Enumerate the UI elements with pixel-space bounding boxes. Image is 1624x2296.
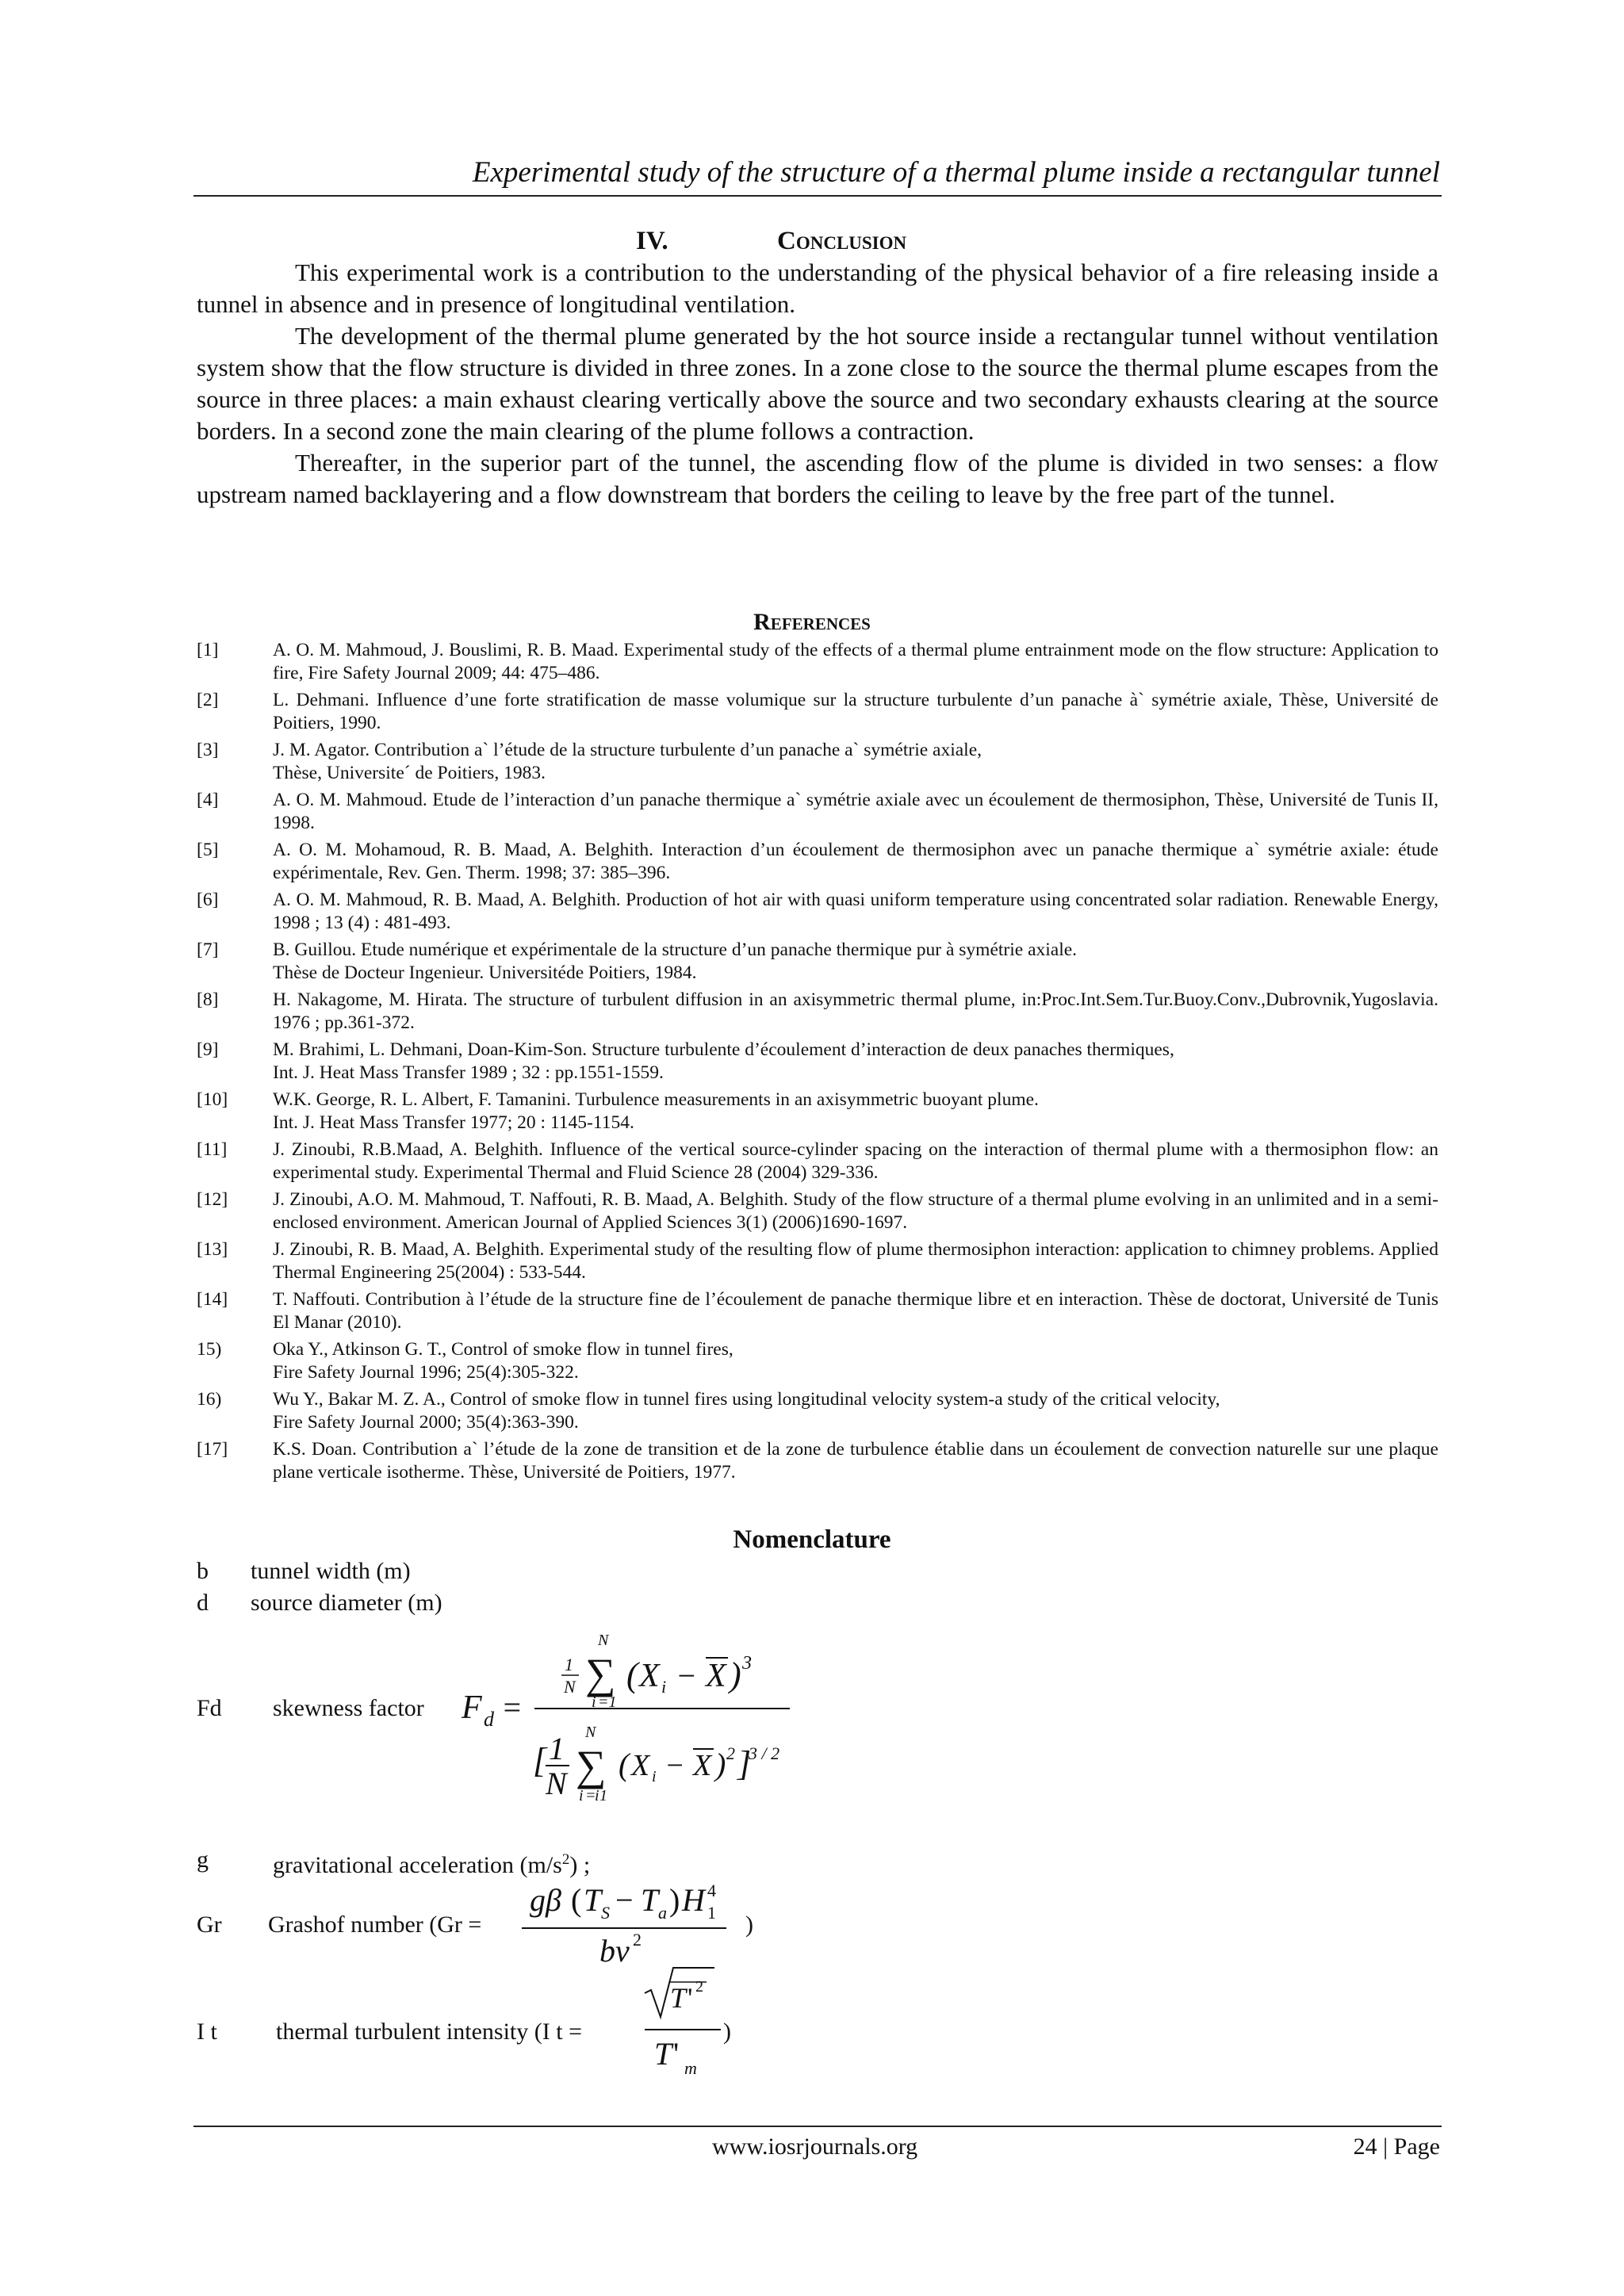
- reference-number: [12]: [197, 1189, 228, 1210]
- reference-text: Wu Y., Bakar M. Z. A., Control of smoke flow in tunnel fires using longitudinal velocity system-a study of the critical velocity,: [273, 1389, 1220, 1410]
- svg-text:[: [: [533, 1741, 547, 1780]
- svg-text:bν: bν: [599, 1933, 630, 1969]
- svg-text:F: F: [462, 1689, 482, 1726]
- reference-text: W.K. George, R. L. Albert, F. Tamanini. Turbulence measurements in an axisymmetric buoyant plume.: [273, 1089, 1039, 1110]
- nomenclature-heading: Nomenclature: [733, 1525, 891, 1554]
- svg-text:∑: ∑: [576, 1742, 607, 1789]
- svg-text:(: (: [619, 1747, 630, 1782]
- reference-text: M. Brahimi, L. Dehmani, Doan-Kim-Son. Structure turbulente d’écoulement d’interaction de deux panaches thermiques,: [273, 1039, 1174, 1060]
- section-number: IV.: [636, 227, 668, 255]
- reference-number: 15): [197, 1339, 222, 1360]
- reference-number: [1]: [197, 640, 219, 660]
- nom-desc-fd: skewness factor: [273, 1695, 424, 1721]
- reference-item: [197, 1089, 1438, 1134]
- reference-item: [197, 1188, 1438, 1234]
- svg-text:): ): [730, 1655, 741, 1694]
- reference-number: [4]: [197, 790, 219, 810]
- reference-text: A. O. M. Mohamoud, R. B. Maad, A. Belghith. Interaction d’un écoulement de thermosiphon avec un panache thermique a` symétrie axiale: étude expérimentale, Rev. Gen. Therm. 1998; 37: 385–396.: [273, 840, 1438, 883]
- svg-text:N: N: [546, 1766, 567, 1801]
- reference-list: [197, 639, 1438, 1483]
- reference-number: 16): [197, 1389, 222, 1410]
- reference-number: [13]: [197, 1239, 228, 1260]
- svg-text:N: N: [598, 1632, 609, 1649]
- reference-item: [197, 889, 1438, 934]
- nom-desc-it: thermal turbulent intensity (I t =: [276, 2019, 583, 2045]
- nom-symbol-d: d: [197, 1590, 209, 1616]
- svg-text:1: 1: [549, 1731, 565, 1766]
- svg-text:S: S: [601, 1903, 610, 1923]
- references-heading: References: [753, 609, 871, 635]
- grashof-formula: [515, 1877, 737, 1973]
- reference-item: [197, 1288, 1438, 1334]
- reference-number: [2]: [197, 690, 219, 710]
- svg-text:1: 1: [565, 1655, 573, 1674]
- it-close-paren: ): [723, 2019, 731, 2045]
- g-desc-text: gravitational acceleration (m/s: [273, 1852, 562, 1878]
- reference-text: Int. J. Heat Mass Transfer 1989 ; 32 : pp.1551-1559.: [273, 1062, 664, 1083]
- nom-symbol-b: b: [197, 1558, 209, 1584]
- svg-text:i: i: [661, 1677, 667, 1697]
- reference-text: A. O. M. Mahmoud. Etude de l’interaction d’un panache thermique a` symétrie axiale avec un écoulement de thermosiphon, Thèse, Université de Tunis II, 1998.: [273, 790, 1438, 833]
- reference-item: [197, 939, 1438, 984]
- nom-desc-g: [273, 1844, 590, 1881]
- nom-symbol-gr: Gr: [197, 1911, 222, 1938]
- reference-text: Thèse de Docteur Ingenieur. Universitéde Poitiers, 1984.: [273, 962, 697, 983]
- svg-text:X: X: [693, 1749, 712, 1782]
- reference-text: A. O. M. Mahmoud, J. Bouslimi, R. B. Maad. Experimental study of the effects of a thermal plume entrainment mode on the flow structure: Application to fire, Fire Safety Journal 2009; 44: 475–486.: [273, 640, 1438, 683]
- reference-text: J. Zinoubi, R.B.Maad, A. Belghith. Influence of the vertical source-cylinder spacing on the interaction of thermal plume with a thermosiphon flow: an experimental study. Experimental Thermal and Fluid Science 28 (2004) 329-336.: [273, 1139, 1438, 1183]
- reference-text: Fire Safety Journal 1996; 25(4):305-322.: [273, 1361, 579, 1383]
- svg-text:d: d: [484, 1708, 494, 1731]
- reference-text: L. Dehmani. Influence d’une forte stratification de masse volumique sur la structure turbulente d’un panache à` symétrie axiale, Thèse, Université de Poitiers, 1990.: [273, 690, 1438, 733]
- reference-text: Thèse, Universite´ de Poitiers, 1983.: [273, 762, 546, 783]
- nom-desc-d: source diameter (m): [251, 1590, 442, 1616]
- reference-item: [197, 1039, 1438, 1084]
- svg-text:=: =: [585, 1787, 596, 1804]
- svg-text:(: (: [571, 1882, 582, 1918]
- reference-number: [7]: [197, 939, 219, 960]
- reference-number: [9]: [197, 1039, 219, 1060]
- reference-number: [11]: [197, 1139, 228, 1160]
- svg-text:i: i: [592, 1693, 596, 1711]
- svg-text:X: X: [631, 1749, 650, 1782]
- reference-text: H. Nakagome, M. Hirata. The structure of turbulent diffusion in an axisymmetric thermal plume, in:Proc.Int.Sem.Tur.Buoy.Conv.,Dubrovnik,Yugoslavia. 1976 ; pp.361-372.: [273, 989, 1438, 1033]
- nom-desc-b: tunnel width (m): [251, 1558, 411, 1584]
- svg-text:gβ: gβ: [530, 1882, 561, 1918]
- svg-text:3: 3: [742, 1653, 752, 1674]
- svg-text:2: 2: [633, 1930, 642, 1950]
- gr-close-paren: ): [745, 1911, 753, 1938]
- reference-item: [197, 839, 1438, 884]
- svg-text:N: N: [564, 1677, 576, 1697]
- header-rule: [193, 195, 1442, 197]
- paragraph: The development of the thermal plume generated by the hot source inside a rectangular tunnel without ventilation system show that the flow structure is divided in three zones. In a zone close to the source the thermal plume escapes from the source in three places: a main exhaust clearing vertically above the source and two secondary exhausts clearing at the source borders. In a second zone the main clearing of the plume follows a contraction.: [197, 322, 1438, 445]
- svg-text:H: H: [682, 1882, 705, 1918]
- svg-text:=: =: [501, 1689, 523, 1725]
- nom-symbol-g: g: [197, 1846, 209, 1873]
- reference-item: [197, 639, 1438, 684]
- conclusion-body: [197, 257, 1438, 511]
- reference-item: [197, 789, 1438, 834]
- svg-text:m: m: [684, 2058, 697, 2078]
- svg-text:(: (: [626, 1655, 638, 1694]
- g-desc-tail: ) ;: [569, 1852, 591, 1878]
- svg-text:N: N: [585, 1724, 596, 1741]
- footer-website-link[interactable]: www.iosrjournals.org: [712, 2133, 918, 2160]
- reference-text: Oka Y., Atkinson G. T., Control of smoke flow in tunnel fires,: [273, 1339, 733, 1360]
- footer-page-number: 24 | Page: [1353, 2133, 1440, 2160]
- skewness-formula: [460, 1629, 809, 1820]
- svg-text:T: T: [670, 1982, 687, 2014]
- svg-text:): ): [715, 1747, 726, 1782]
- svg-text:2: 2: [726, 1743, 735, 1763]
- reference-text: J. Zinoubi, A.O. M. Mahmoud, T. Naffouti, R. B. Maad, A. Belghith. Study of the flow structure of a thermal plume evolving in an unlimited and in a semi-enclosed environment. American Journal of Applied Sciences 3(1) (2006)1690-1697.: [273, 1189, 1438, 1233]
- paragraph: This experimental work is a contribution to the understanding of the physical behavior of a fire releasing inside a tunnel in absence and in presence of longitudinal ventilation.: [197, 258, 1438, 318]
- g-desc-sup: 2: [561, 1851, 570, 1868]
- reference-item: [197, 689, 1438, 734]
- svg-text:∑: ∑: [585, 1650, 616, 1697]
- nom-symbol-it: I t: [197, 2019, 217, 2045]
- svg-text:T: T: [584, 1882, 602, 1918]
- reference-text: Fire Safety Journal 2000; 35(4):363-390.: [273, 1411, 579, 1433]
- reference-item: [197, 1238, 1438, 1284]
- intensity-formula: [638, 1965, 733, 2084]
- footer-rule: [193, 2126, 1442, 2127]
- svg-text:i: i: [579, 1787, 584, 1804]
- paragraph: Thereafter, in the superior part of the tunnel, the ascending flow of the plume is divided in two senses: a flow upstream named backlayering and a flow downstream that borders the ceiling to leave by the free part of the tunnel.: [197, 449, 1438, 508]
- svg-text:]: ]: [737, 1744, 752, 1783]
- reference-text: B. Guillou. Etude numérique et expérimentale de la structure d’un panache thermique pur à symétrie axiale.: [273, 939, 1078, 960]
- reference-text: Int. J. Heat Mass Transfer 1977; 20 : 1145-1154.: [273, 1112, 634, 1133]
- reference-item: [197, 1138, 1438, 1184]
- nom-desc-gr: Grashof number (Gr =: [268, 1911, 482, 1938]
- reference-number: [8]: [197, 989, 219, 1010]
- svg-text:): ): [669, 1882, 680, 1918]
- reference-item: [197, 989, 1438, 1034]
- svg-text:X: X: [706, 1658, 726, 1694]
- svg-text:i: i: [652, 1768, 657, 1785]
- svg-text:3 / 2: 3 / 2: [749, 1743, 780, 1763]
- svg-text:=1: =1: [598, 1693, 617, 1711]
- running-head: Experimental study of the structure of a thermal plume inside a rectangular tunnel: [472, 156, 1440, 189]
- svg-text:1: 1: [707, 1903, 716, 1923]
- svg-text:−: −: [676, 1658, 697, 1693]
- svg-text:X: X: [639, 1658, 660, 1694]
- svg-text:i: i: [595, 1787, 599, 1804]
- svg-text:1: 1: [599, 1787, 607, 1804]
- svg-text:a: a: [658, 1903, 667, 1923]
- reference-number: [10]: [197, 1089, 228, 1110]
- reference-number: [14]: [197, 1289, 228, 1310]
- reference-number: [3]: [197, 740, 219, 760]
- reference-number: [6]: [197, 890, 219, 910]
- reference-item: [197, 1338, 1438, 1383]
- svg-text:T: T: [654, 2036, 672, 2072]
- reference-number: [5]: [197, 840, 219, 860]
- reference-item: [197, 1388, 1438, 1433]
- svg-text:−: −: [615, 1882, 634, 1918]
- reference-text: J. M. Agator. Contribution a` l’étude de la structure turbulente d’un panache a` symétrie axiale,: [273, 740, 982, 760]
- svg-text:2: 2: [695, 1978, 703, 1996]
- svg-text:T: T: [641, 1882, 659, 1918]
- reference-number: [17]: [197, 1439, 228, 1460]
- svg-text:': ': [688, 1982, 693, 2014]
- reference-item: [197, 1438, 1438, 1483]
- reference-text: K.S. Doan. Contribution a` l’étude de la zone de transition et de la zone de turbulence établie dans un écoulement de convection naturelle sur une plaque plane verticale isotherme. Thèse, Université de Poitiers, 1977.: [273, 1439, 1438, 1483]
- svg-text:4: 4: [707, 1881, 716, 1900]
- reference-item: [197, 739, 1438, 784]
- svg-text:−: −: [665, 1749, 685, 1782]
- nom-symbol-fd: Fd: [197, 1695, 222, 1721]
- reference-text: A. O. M. Mahmoud, R. B. Maad, A. Belghith. Production of hot air with quasi uniform temperature using concentrated solar radiation. Renewable Energy, 1998 ; 13 (4) : 481-493.: [273, 890, 1438, 933]
- section-title: Conclusion: [777, 227, 907, 255]
- reference-text: J. Zinoubi, R. B. Maad, A. Belghith. Experimental study of the resulting flow of plume thermosiphon interaction: application to chimney problems. Applied Thermal Engineering 25(2004) : 533-544.: [273, 1239, 1438, 1283]
- reference-text: T. Naffouti. Contribution à l’étude de la structure fine de l’écoulement de panache thermique libre et en interaction. Thèse de doctorat, Université de Tunis El Manar (2010).: [273, 1289, 1438, 1333]
- svg-text:': ': [673, 2036, 680, 2072]
